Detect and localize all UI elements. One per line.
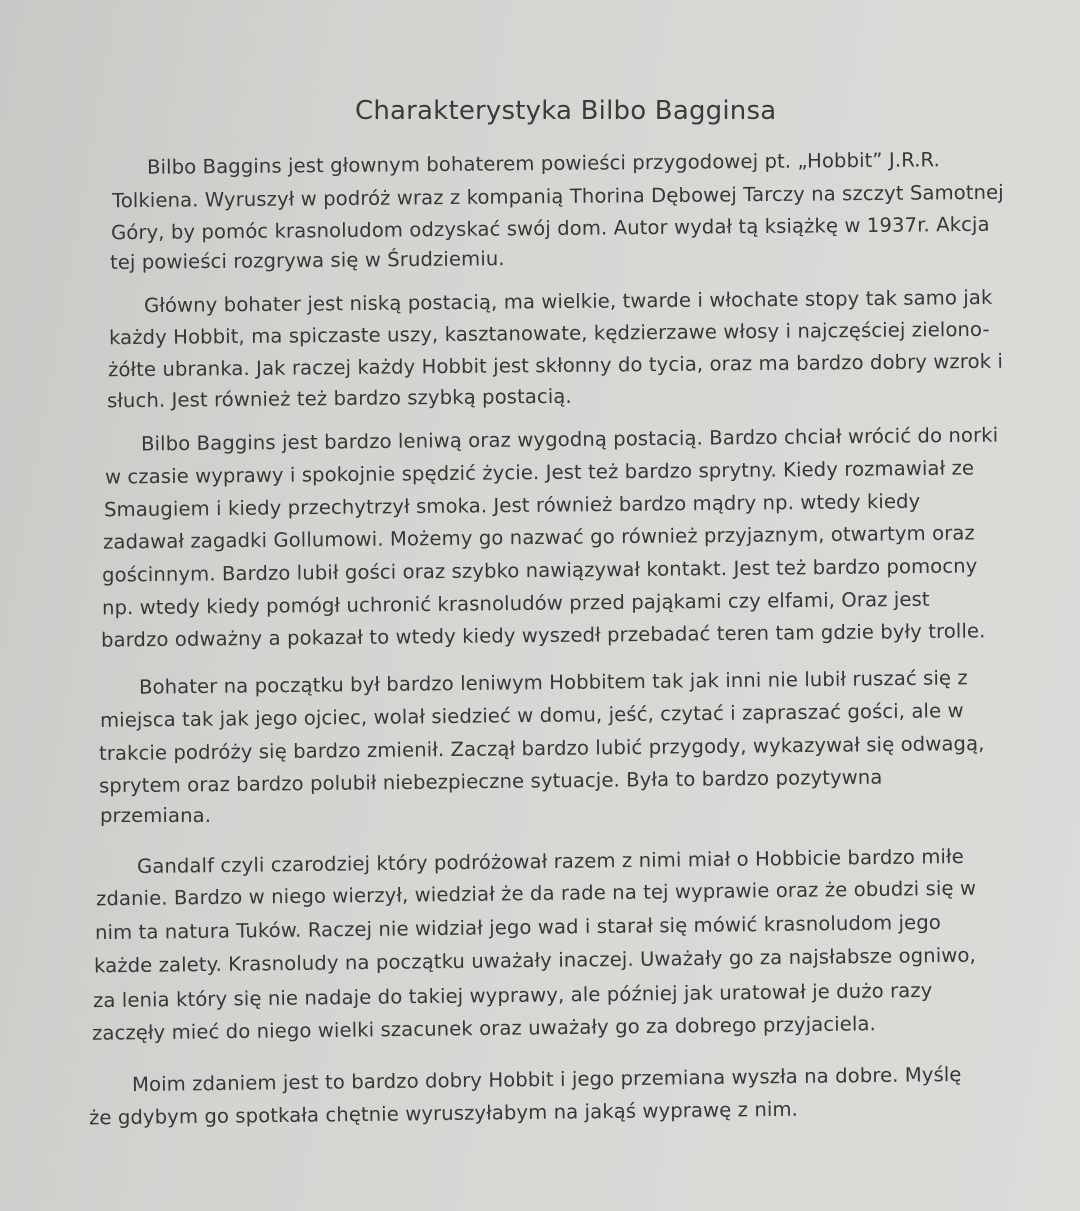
text-line: Moim zdaniem jest to bardzo dobry Hobbit i jego przemiana wyszła na dobre. Myślę (131, 1062, 962, 1097)
text-line: gościnnym. Bardzo lubił gości oraz szybko nawiązywał kontakt. Jest też bardzo pomocny (101, 554, 978, 587)
document-title: Charakterystyka Bilbo Bagginsa (355, 96, 777, 126)
text-line: np. wtedy kiedy pomógł uchronić krasnoludów przed pająkami czy elfami, Oraz jest (101, 587, 930, 620)
text-line: zdanie. Bardzo w niego wierzył, wiedział że da rade na tej wyprawie oraz że obudzi się w (95, 876, 977, 911)
text-line: Smaugiem i kiedy przechytrzył smoka. Jest również bardzo mądry np. wtedy kiedy (103, 489, 921, 522)
text-line: sprytem oraz bardzo polubił niebezpieczne sytuacje. Była to bardzo pozytywna (98, 765, 883, 798)
text-line: Bohater na początku był bardzo leniwym Hobbitem tak jak inni nie lubił ruszać się z (138, 666, 968, 699)
text-line: Gandalf czyli czarodziej który podróżował razem z nimi miał o Hobbicie bardzo miłe (136, 844, 964, 879)
text-line: że gdybym go spotkała chętnie wyruszyłabym na jakąś wyprawę z nim. (88, 1097, 799, 1130)
text-line: Bilbo Baggins jest bardzo leniwą oraz wygodną postacią. Bardzo chciał wrócić do norki (140, 423, 999, 456)
text-line: bardzo odważny a pokazał to wtedy kiedy wyszedł przebadać teren tam gdzie były trolle. (100, 619, 986, 652)
text-line: każdy Hobbit, ma spiczaste uszy, kasztanowate, kędzierzawe włosy i najczęściej zielono- (108, 317, 990, 350)
text-line: Tolkiena. Wyruszył w podróż wraz z kompanią Thorina Dębowej Tarczy na szczyt Samotnej (111, 180, 1004, 213)
text-line: żółte ubranka. Jak raczej każdy Hobbit jest skłonny do tycia, oraz ma bardzo dobry wzrok i (107, 349, 1004, 382)
text-line: zadawał zagadki Gollumowi. Możemy go nazwać go również przyjaznym, otwartym oraz (102, 521, 975, 554)
text-line: w czasie wyprawy i spokojnie spędzić życie. Jest też bardzo sprytny. Kiedy rozmawiał ze (104, 456, 975, 489)
text-line: słuch. Jest również też bardzo szybką postacią. (106, 384, 572, 413)
text-line: Bilbo Baggins jest głownym bohaterem powieści przygodowej pt. „Hobbit” J.R.R. (146, 148, 940, 179)
text-line: za lenia który się nie nadaje do takiej wyprawy, ale później jak uratował je dużo razy (92, 978, 933, 1013)
text-line: przemiana. (100, 804, 212, 827)
text-line: tej powieści rozgrywa się w Śrudziemiu. (109, 247, 505, 274)
text-line: nim ta natura Tuków. Raczej nie widział jego wad i starał się mówić krasnoludom jego (94, 910, 942, 945)
text-line: zaczęły mieć do niego wielki szacunek oraz uważały go za dobrego przyjaciela. (91, 1012, 876, 1045)
text-line: miejsca tak jak jego ojciec, wolał siedzieć w domu, jeść, czytać i zapraszać gości, ale w (99, 699, 964, 732)
text-line: Góry, by pomóc krasnoludom odzyskać swój dom. Autor wydał tą książkę w 1937r. Akcja (110, 212, 990, 245)
text-line: trakcie podróży się bardzo zmienił. Zaczął bardzo lubić przygody, wykazywał się odwagą, (98, 731, 985, 766)
text-line: Główny bohater jest niską postacią, ma wielkie, twarde i włochate stopy tak samo jak (143, 285, 993, 318)
text-line: każde zalety. Krasnoludy na początku uważały inaczej. Uważały go za najsłabsze ogniwo, (93, 943, 976, 978)
